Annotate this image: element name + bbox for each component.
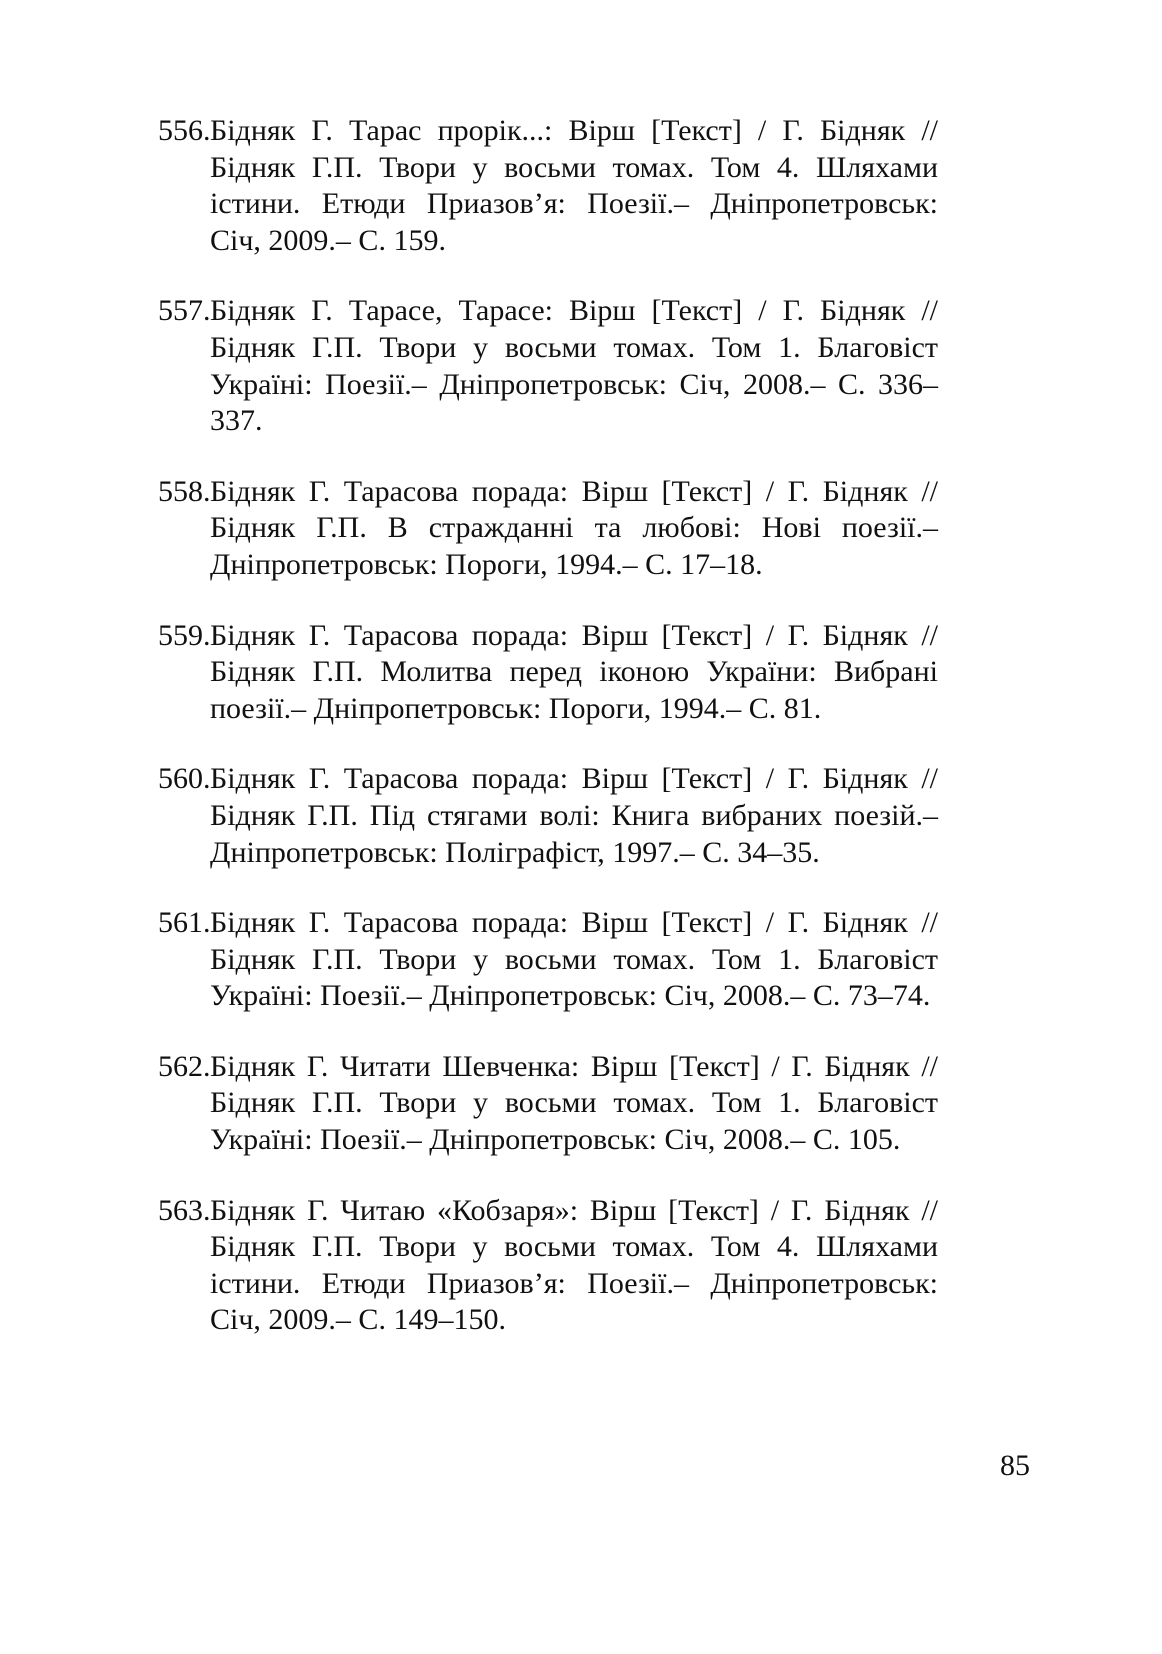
bibliography-entry bbox=[158, 113, 938, 259]
entry-text: Бідняк Г. Читаю «Кобзаря»: Вірш [Текст] / Г. Бідняк // Бідняк Г.П. Твори у восьми томах. Том 4. Шляхами істини. Етюди Приазов’я: Поезії.– Дніпропетровськ: Січ, 2009.– С. 149–150. bbox=[210, 1193, 938, 1337]
entry-number: 559. bbox=[158, 618, 211, 652]
bibliography-list bbox=[158, 113, 938, 1373]
entry-number: 563. bbox=[158, 1193, 211, 1227]
bibliography-entry bbox=[158, 761, 938, 871]
bibliography-entry bbox=[158, 293, 938, 439]
entry-number: 557. bbox=[158, 294, 211, 328]
entry-text: Бідняк Г. Тарасова порада: Вірш [Текст] / Г. Бідняк // Бідняк Г.П. Молитва перед іконою України: Вибрані поезії.– Дніпропетровськ: Пороги, 1994.– С. 81. bbox=[210, 618, 938, 725]
entry-text: Бідняк Г. Тарасова порада: Вірш [Текст] / Г. Бідняк // Бідняк Г.П. Твори у восьми томах. Том 1. Благовіст Україні: Поезії.– Дніпропетровськ: Січ, 2008.– С. 73–74. bbox=[210, 906, 938, 1013]
bibliography-entry bbox=[158, 1049, 938, 1159]
entry-text: Бідняк Г. Тарасова порада: Вірш [Текст] / Г. Бідняк // Бідняк Г.П. В стражданні та любові: Нові поезії.– Дніпропетровськ: Пороги, 1994.– С. 17–18. bbox=[210, 474, 938, 581]
entry-number: 562. bbox=[158, 1049, 211, 1083]
bibliography-entry bbox=[158, 1193, 938, 1339]
bibliography-entry bbox=[158, 618, 938, 728]
entry-number: 556. bbox=[158, 114, 211, 147]
entry-number: 561. bbox=[158, 906, 211, 940]
bibliography-entry bbox=[158, 474, 938, 584]
entry-number: 560. bbox=[158, 762, 211, 796]
entry-number: 558. bbox=[158, 474, 211, 508]
entry-text: Бідняк Г. Тарасова порада: Вірш [Текст] / Г. Бідняк // Бідняк Г.П. Під стягами волі: Книга вибраних поезій.– Дніпропетровськ: Поліграфіст, 1997.– С. 34–35. bbox=[210, 762, 938, 869]
entry-text: Бідняк Г. Тарас прорік...: Вірш [Текст] / Г. Бідняк // Бідняк Г.П. Твори у восьми томах. Том 4. Шляхами істини. Етюди Приазов’я: Поезії.– Дніпропетровськ: Січ, 2009.– С. 159. bbox=[210, 114, 938, 257]
entry-text: Бідняк Г. Читати Шевченка: Вірш [Текст] / Г. Бідняк // Бідняк Г.П. Твори у восьми томах. Том 1. Благовіст Україні: Поезії.– Дніпропетровськ: Січ, 2008.– С. 105. bbox=[210, 1049, 938, 1157]
bibliography-entry bbox=[158, 905, 938, 1015]
page-number: 85 bbox=[1000, 1449, 1030, 1482]
entry-text: Бідняк Г. Тарасе, Тарасе: Вірш [Текст] / Г. Бідняк // Бідняк Г.П. Твори у восьми томах. Том 1. Благовіст Україні: Поезії.– Дніпропетровськ: Січ, 2008.– С. 336–337. bbox=[210, 294, 938, 438]
